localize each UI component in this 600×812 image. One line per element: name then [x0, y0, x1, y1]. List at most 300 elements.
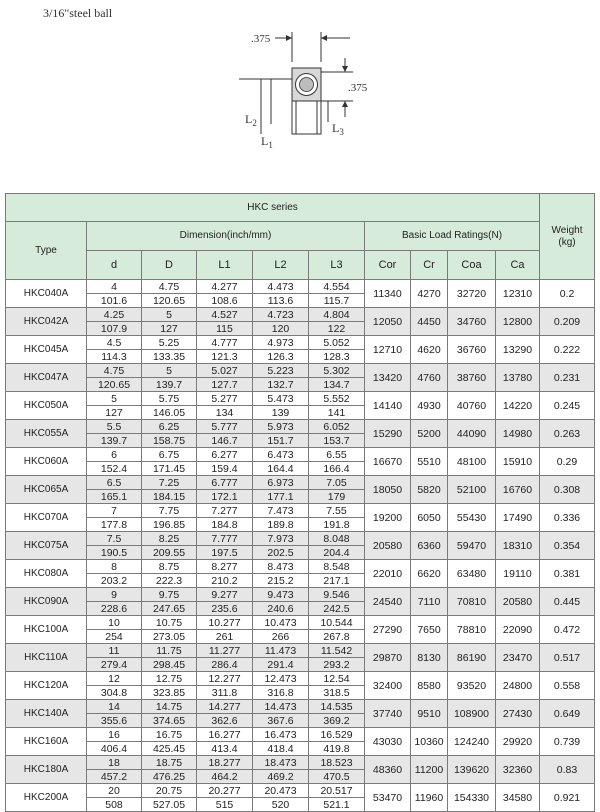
type-cell: HKC160A [6, 728, 87, 756]
dimension-mm-value: 413.4 [211, 742, 238, 755]
dimension-inch-value: 20.517 [309, 784, 364, 798]
load-rating-cell: 63480 [448, 560, 496, 588]
load-rating-cell: 14140 [365, 392, 411, 420]
load-rating-cell: 18050 [365, 476, 411, 504]
dimension-mm-value: 153.7 [323, 434, 350, 447]
col-coa: Coa [448, 251, 496, 280]
weight-cell: 0.263 [540, 420, 595, 448]
type-cell: HKC060A [6, 448, 87, 476]
dimension-cell [253, 700, 309, 728]
load-rating-cell: 9510 [411, 700, 448, 728]
dimension-mm-value: 120.65 [152, 294, 186, 307]
dimension-mm-value: 139.7 [155, 378, 183, 391]
dimension-mm-value: 204.4 [323, 546, 350, 559]
dimension-inch-value: 9.473 [253, 588, 308, 602]
dimension-mm-value: 197.5 [211, 546, 238, 559]
type-cell: HKC047A [6, 364, 87, 392]
dimension-cell [253, 644, 309, 672]
dimension-mm-value: 172.1 [211, 490, 238, 503]
dimension-mm-value: 515 [215, 798, 234, 811]
dimension-cell [142, 728, 197, 756]
type-cell: HKC070A [6, 504, 87, 532]
dimension-mm-value: 279.4 [100, 658, 128, 671]
weight-cell: 0.222 [540, 336, 595, 364]
dimension-mm-value: 261 [215, 630, 234, 643]
dimension-cell [142, 644, 197, 672]
dimension-cell [142, 784, 197, 812]
dimension-cell [197, 336, 253, 364]
dimension-mm-value: 362.6 [211, 714, 238, 727]
dimension-cell [197, 532, 253, 560]
load-rating-cell: 29920 [496, 728, 540, 756]
dimension-inch-value: 5.777 [197, 420, 252, 434]
dimension-inch-value: 16.529 [309, 728, 364, 742]
dimension-header: Dimension(inch/mm) [87, 222, 365, 251]
dimension-inch-value: 6.052 [309, 420, 364, 434]
dimension-mm-value: 139.7 [100, 434, 128, 447]
dimension-cell [87, 560, 142, 588]
weight-cell: 0.472 [540, 616, 595, 644]
dimension-mm-value: 196.85 [152, 518, 186, 531]
dimension-inch-value: 18.523 [309, 756, 364, 770]
type-cell: HKC140A [6, 700, 87, 728]
dimension-mm-value: 191.8 [323, 518, 350, 531]
weight-cell: 0.381 [540, 560, 595, 588]
dimension-inch-value: 7.5 [87, 532, 141, 546]
dimension-mm-value: 374.65 [152, 714, 186, 727]
dimension-inch-value: 20.473 [253, 784, 308, 798]
load-rating-cell: 20580 [496, 588, 540, 616]
dimension-inch-value: 4.25 [87, 308, 141, 322]
weight-cell: 0.354 [540, 532, 595, 560]
load-rating-cell: 22010 [365, 560, 411, 588]
ball-size-caption: 3/16"steel ball [43, 6, 113, 20]
load-rating-cell: 12800 [496, 308, 540, 336]
dimension-mm-value: 122 [327, 322, 346, 335]
table-row [6, 448, 595, 476]
dimension-inch-value: 5.552 [309, 392, 364, 406]
dimension-cell [197, 560, 253, 588]
load-rating-cell: 32400 [365, 672, 411, 700]
dimension-mm-value: 134 [215, 406, 234, 419]
dimension-cell [87, 588, 142, 616]
table-row [6, 756, 595, 784]
dimension-inch-value: 14.277 [197, 700, 252, 714]
dimension-mm-value: 164.4 [267, 462, 294, 475]
dimension-cell [253, 392, 309, 420]
type-cell: HKC200A [6, 784, 87, 812]
load-rating-cell: 4620 [411, 336, 448, 364]
col-l1: L1 [197, 251, 253, 280]
load-rating-cell: 43030 [365, 728, 411, 756]
load-rating-cell: 6050 [411, 504, 448, 532]
dimension-cell [142, 504, 197, 532]
dimension-cell [87, 644, 142, 672]
dimension-inch-value: 5.302 [309, 364, 364, 378]
dim-top-label: .375 [251, 33, 271, 45]
dimension-cell [253, 504, 309, 532]
dimension-inch-value: 7.25 [142, 476, 196, 490]
load-rating-cell: 78810 [448, 616, 496, 644]
dimension-mm-value: 202.5 [267, 546, 294, 559]
dimension-cell [253, 728, 309, 756]
table-row [6, 336, 595, 364]
load-rating-cell: 93520 [448, 672, 496, 700]
dimension-inch-value: 18 [87, 756, 141, 770]
load-rating-cell: 12710 [365, 336, 411, 364]
dimension-inch-value: 8.548 [309, 560, 364, 574]
load-rating-cell: 6360 [411, 532, 448, 560]
dimension-inch-value: 10.75 [142, 616, 196, 630]
load-rating-cell: 11340 [365, 280, 411, 308]
dimension-inch-value: 8.473 [253, 560, 308, 574]
dimension-mm-value: 311.8 [211, 686, 238, 699]
load-rating-cell: 7650 [411, 616, 448, 644]
dimension-mm-value: 520 [271, 798, 290, 811]
dimension-mm-value: 141 [327, 406, 346, 419]
dimension-cell [87, 756, 142, 784]
dimension-cell [309, 392, 365, 420]
dimension-cell [253, 280, 309, 308]
dimension-mm-value: 228.6 [100, 602, 128, 615]
type-cell: HKC050A [6, 392, 87, 420]
dimension-cell [309, 672, 365, 700]
load-rating-cell: 5820 [411, 476, 448, 504]
dimension-cell [253, 364, 309, 392]
load-rating-cell: 5510 [411, 448, 448, 476]
table-row [6, 700, 595, 728]
dimension-mm-value: 369.2 [323, 714, 350, 727]
dimension-inch-value: 5 [87, 392, 141, 406]
dimension-inch-value: 12.277 [197, 672, 252, 686]
dimension-cell [309, 616, 365, 644]
dimension-mm-value: 146.7 [211, 434, 238, 447]
type-cell: HKC110A [6, 644, 87, 672]
dimension-cell [309, 308, 365, 336]
dimension-cell [142, 448, 197, 476]
dimension-mm-value: 132.7 [267, 378, 294, 391]
dimension-cell [309, 448, 365, 476]
l3-label: L [332, 121, 340, 135]
type-cell: HKC180A [6, 756, 87, 784]
load-rating-cell: 16670 [365, 448, 411, 476]
dimension-cell [87, 700, 142, 728]
dimension-inch-value: 11.473 [253, 644, 308, 658]
dimension-inch-value: 8.75 [142, 560, 196, 574]
dimension-cell [309, 700, 365, 728]
dimension-cell [87, 336, 142, 364]
dimension-inch-value: 7.75 [142, 504, 196, 518]
dimension-inch-value: 14.535 [309, 700, 364, 714]
dimension-inch-value: 10 [87, 616, 141, 630]
load-rating-cell: 34580 [496, 784, 540, 812]
dimension-cell [87, 476, 142, 504]
dimension-inch-value: 5.5 [87, 420, 141, 434]
dimension-cell [253, 476, 309, 504]
dimension-inch-value: 5.052 [309, 336, 364, 350]
dimension-inch-value: 8.25 [142, 532, 196, 546]
dimension-cell [253, 616, 309, 644]
dimension-mm-value: 286.4 [211, 658, 238, 671]
load-rating-cell: 13290 [496, 336, 540, 364]
dimension-cell [87, 364, 142, 392]
dimension-cell [197, 308, 253, 336]
weight-cell: 0.83 [540, 756, 595, 784]
dimension-mm-value: 247.65 [152, 602, 186, 615]
dimension-inch-value: 5.027 [197, 364, 252, 378]
load-rating-cell: 70810 [448, 588, 496, 616]
weight-cell: 0.445 [540, 588, 595, 616]
dimension-cell [309, 420, 365, 448]
dimension-cell [142, 672, 197, 700]
dimension-inch-value: 5 [142, 364, 196, 378]
load-rating-cell: 40760 [448, 392, 496, 420]
load-rating-cell: 10360 [411, 728, 448, 756]
load-rating-cell: 48100 [448, 448, 496, 476]
table-row [6, 588, 595, 616]
load-rating-cell: 12050 [365, 308, 411, 336]
load-rating-cell: 4450 [411, 308, 448, 336]
dimension-cell [309, 644, 365, 672]
dimension-mm-value: 508 [105, 798, 123, 811]
table-row [6, 364, 595, 392]
weight-cell: 0.517 [540, 644, 595, 672]
dimension-cell [142, 756, 197, 784]
dimension-mm-value: 166.4 [323, 462, 350, 475]
weight-cell: 0.558 [540, 672, 595, 700]
load-rating-cell: 15910 [496, 448, 540, 476]
load-rating-cell: 24540 [365, 588, 411, 616]
load-rating-cell: 38760 [448, 364, 496, 392]
dimension-mm-value: 128.3 [323, 350, 350, 363]
dimension-cell [197, 364, 253, 392]
table-row [6, 476, 595, 504]
l2-label: L [245, 112, 253, 126]
table-row [6, 672, 595, 700]
dimension-inch-value: 6.5 [87, 476, 141, 490]
dimension-mm-value: 235.6 [211, 602, 238, 615]
col-l3: L3 [309, 251, 365, 280]
table-row [6, 420, 595, 448]
dimension-cell [253, 532, 309, 560]
dimension-mm-value: 114.3 [101, 350, 127, 363]
dimension-mm-value: 159.4 [211, 462, 238, 475]
dimension-inch-value: 5.25 [142, 336, 196, 350]
dimension-inch-value: 9.277 [197, 588, 252, 602]
dimension-cell [197, 476, 253, 504]
load-rating-cell: 36760 [448, 336, 496, 364]
dimension-mm-value: 177.1 [267, 490, 294, 503]
dimension-mm-value: 184.8 [211, 518, 238, 531]
dimension-mm-value: 165.1 [100, 490, 128, 503]
dimension-inch-value: 6 [87, 448, 141, 462]
dimension-mm-value: 115 [216, 322, 233, 335]
dimension-inch-value: 16.75 [142, 728, 196, 742]
dimension-mm-value: 291.4 [267, 658, 294, 671]
dimension-inch-value: 18.473 [253, 756, 308, 770]
type-cell: HKC055A [6, 420, 87, 448]
dimension-inch-value: 11.277 [197, 644, 252, 658]
dimension-cell [253, 448, 309, 476]
col-d: d [87, 251, 142, 280]
table-row [6, 560, 595, 588]
dimension-cell [142, 308, 197, 336]
dimension-inch-value: 4.473 [253, 280, 308, 294]
load-rating-cell: 22090 [496, 616, 540, 644]
dimension-inch-value: 14.473 [253, 700, 308, 714]
load-rating-cell: 34760 [448, 308, 496, 336]
load-rating-cell: 55430 [448, 504, 496, 532]
weight-cell: 0.921 [540, 784, 595, 812]
dimension-inch-value: 11.75 [142, 644, 196, 658]
dimension-mm-value: 115.7 [323, 294, 350, 307]
dimension-inch-value: 6.277 [197, 448, 252, 462]
dimension-cell [309, 560, 365, 588]
dimension-mm-value: 133.35 [152, 350, 186, 363]
dimension-inch-value: 12.473 [253, 672, 308, 686]
dimension-inch-value: 7.277 [197, 504, 252, 518]
load-rating-cell: 37740 [365, 700, 411, 728]
load-rating-cell: 4930 [411, 392, 448, 420]
dimension-inch-value: 6.777 [197, 476, 252, 490]
dimension-inch-value: 6.55 [309, 448, 364, 462]
dimension-mm-value: 222.3 [155, 574, 183, 587]
load-rating-cell: 59470 [448, 532, 496, 560]
weight-cell: 0.739 [540, 728, 595, 756]
dimension-inch-value: 7.55 [309, 504, 364, 518]
table-row [6, 504, 595, 532]
dimension-inch-value: 4.554 [309, 280, 364, 294]
weight-cell: 0.231 [540, 364, 595, 392]
dimension-mm-value: 476.25 [152, 770, 186, 783]
dimension-inch-value: 10.544 [309, 616, 364, 630]
dimension-mm-value: 171.45 [152, 462, 186, 475]
dimension-inch-value: 11 [87, 644, 141, 658]
load-rating-cell: 18310 [496, 532, 540, 560]
type-cell: HKC075A [6, 532, 87, 560]
dimension-mm-value: 126.3 [267, 350, 294, 363]
dimension-inch-value: 9.546 [309, 588, 364, 602]
table-row [6, 392, 595, 420]
load-rating-cell: 53470 [365, 784, 411, 812]
type-cell: HKC042A [6, 308, 87, 336]
dimension-mm-value: 355.6 [100, 714, 128, 727]
col-D: D [142, 251, 197, 280]
dimension-mm-value: 101.6 [100, 294, 128, 307]
dimension-cell [309, 532, 365, 560]
bearing-cross-section-diagram [225, 22, 385, 152]
dimension-inch-value: 8.048 [309, 532, 364, 546]
l1-subscript: 1 [268, 140, 273, 150]
dimension-cell [309, 504, 365, 532]
dimension-inch-value: 4.277 [197, 280, 252, 294]
dimension-mm-value: 158.75 [152, 434, 186, 447]
type-header: Type [6, 222, 87, 280]
col-cor: Cor [365, 251, 411, 280]
dimension-inch-value: 4.5 [87, 336, 141, 350]
dimension-cell [197, 700, 253, 728]
dimension-mm-value: 120.65 [97, 378, 131, 391]
load-rating-cell: 4270 [411, 280, 448, 308]
dimension-cell [142, 588, 197, 616]
load-rating-cell: 32360 [496, 756, 540, 784]
dimension-cell [197, 504, 253, 532]
dimension-mm-value: 457.2 [100, 770, 128, 783]
dimension-cell [142, 392, 197, 420]
col-l2: L2 [253, 251, 309, 280]
dimension-mm-value: 203.2 [100, 574, 128, 587]
dimension-inch-value: 12.54 [309, 672, 364, 686]
load-ratings-header: Basic Load Ratings(N) [365, 222, 540, 251]
dimension-cell [309, 728, 365, 756]
dimension-inch-value: 6.75 [142, 448, 196, 462]
dimension-cell [253, 588, 309, 616]
dimension-inch-value: 12 [87, 672, 141, 686]
dimension-mm-value: 127 [160, 322, 178, 335]
dimension-cell [253, 420, 309, 448]
dimension-cell [253, 784, 309, 812]
dimension-mm-value: 521.1 [323, 798, 350, 811]
dimension-inch-value: 4.75 [142, 280, 196, 294]
dimension-cell [253, 672, 309, 700]
dimension-mm-value: 113.6 [267, 294, 294, 307]
type-cell: HKC090A [6, 588, 87, 616]
dimension-cell [142, 336, 197, 364]
dimension-cell [87, 616, 142, 644]
load-rating-cell: 19200 [365, 504, 411, 532]
table-row [6, 616, 595, 644]
dimension-mm-value: 527.05 [152, 798, 186, 811]
dimension-mm-value: 179 [327, 490, 346, 503]
dimension-mm-value: 469.2 [267, 770, 294, 783]
weight-cell: 0.2 [540, 280, 595, 308]
load-rating-cell: 29870 [365, 644, 411, 672]
dimension-mm-value: 152.4 [100, 462, 128, 475]
table-row [6, 532, 595, 560]
dimension-cell [142, 420, 197, 448]
dimension-inch-value: 7 [87, 504, 141, 518]
dimension-cell [197, 728, 253, 756]
table-row [6, 280, 595, 308]
l3-subscript: 3 [339, 127, 344, 137]
dimension-inch-value: 6.973 [253, 476, 308, 490]
dimension-mm-value: 418.4 [267, 742, 294, 755]
dimension-mm-value: 240.6 [267, 602, 294, 615]
dimension-inch-value: 18.277 [197, 756, 252, 770]
dimension-mm-value: 406.4 [100, 742, 128, 755]
dimension-inch-value: 4.973 [253, 336, 308, 350]
load-rating-cell: 11960 [411, 784, 448, 812]
dimension-mm-value: 367.6 [267, 714, 294, 727]
dimension-cell [87, 532, 142, 560]
table-row [6, 784, 595, 812]
dimension-mm-value: 242.5 [323, 602, 350, 615]
load-rating-cell: 23470 [496, 644, 540, 672]
dimension-inch-value: 6.25 [142, 420, 196, 434]
l1-label: L [261, 134, 269, 148]
dimension-cell [87, 504, 142, 532]
l2-subscript: 2 [252, 118, 257, 128]
load-rating-cell: 19110 [496, 560, 540, 588]
dimension-inch-value: 16.473 [253, 728, 308, 742]
svg-text:L1 [261, 134, 273, 150]
dimension-cell [253, 336, 309, 364]
dimension-inch-value: 11.542 [309, 644, 364, 658]
dimension-cell [142, 616, 197, 644]
load-rating-cell: 14220 [496, 392, 540, 420]
dimension-inch-value: 8 [87, 560, 141, 574]
dimension-cell [197, 420, 253, 448]
